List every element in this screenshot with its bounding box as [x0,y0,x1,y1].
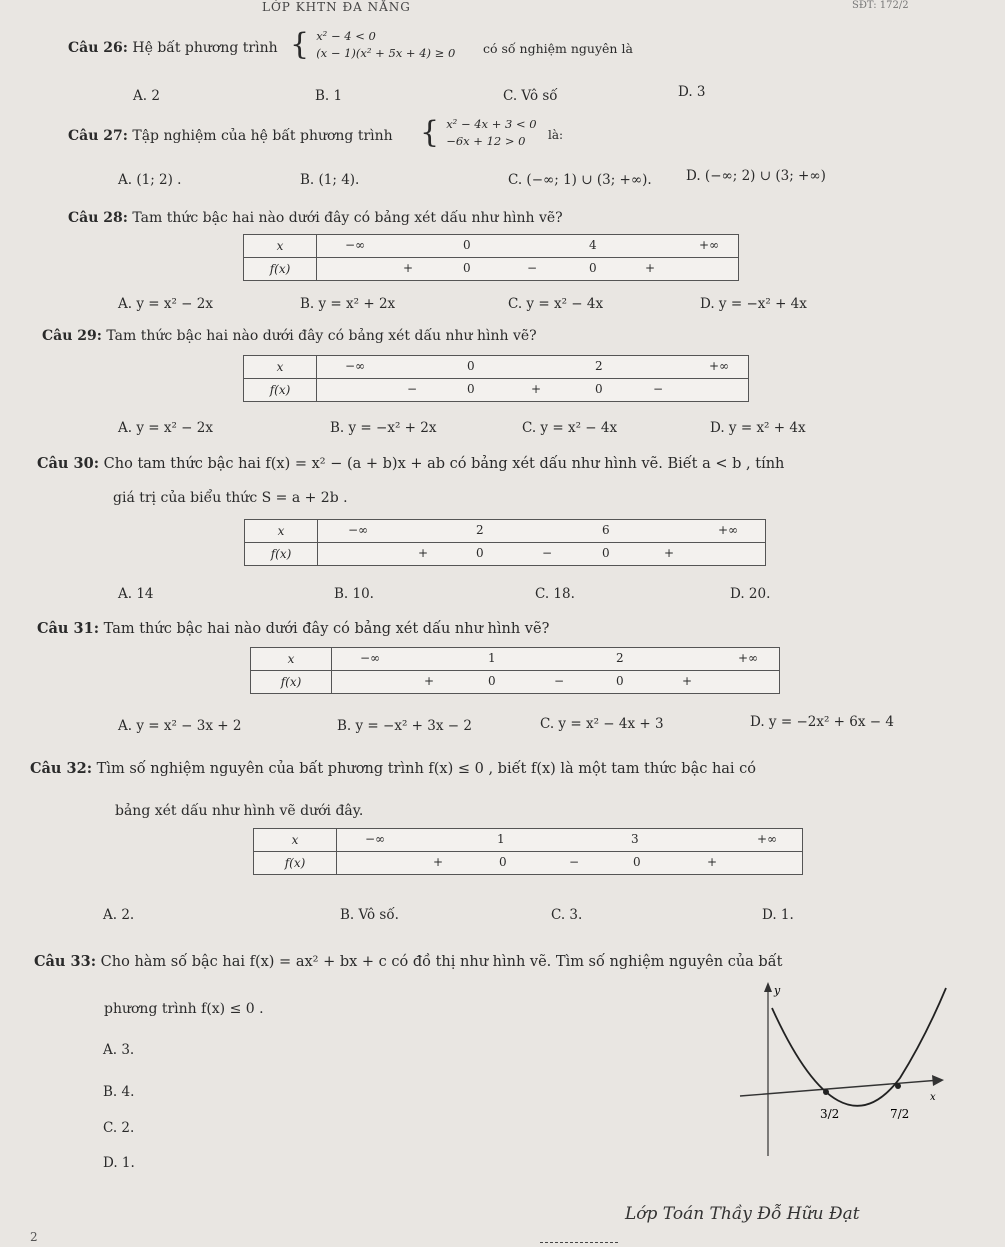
question-31 [37,620,549,637]
question-text: Tam thức bậc hai nào dưới đây có bảng xét dấu như hình vẽ? [106,328,537,344]
q28-option-c[interactable]: C. y = x² − 4x [508,296,604,312]
q31-option-c[interactable]: C. y = x² − 4x + 3 [540,716,664,732]
table-x-row [318,520,766,543]
sign-table-31 [250,647,780,694]
table-cell: 0 [488,674,496,688]
q29-option-d[interactable]: D. y = x² + 4x [710,420,806,436]
question-label: Câu 30: [37,455,100,472]
q27-option-c[interactable]: C. (−∞; 1) ∪ (3; +∞). [508,172,652,188]
question-32 [30,760,756,777]
table-cell: +∞ [709,359,730,373]
question-33-line2: phương trình f(x) ≤ 0 . [104,1001,264,1017]
q33-option-b[interactable]: B. 4. [103,1084,135,1100]
question-text: Tập nghiệm của hệ bất phương trình [132,128,393,144]
q30-option-a[interactable]: A. 14 [118,586,154,602]
table-cell: 0 [463,238,471,252]
table-cell: + [682,674,693,688]
table-f-row [317,258,739,281]
q28-option-b[interactable]: B. y = x² + 2x [300,296,396,312]
q30-option-b[interactable]: B. 10. [334,586,374,602]
table-cell: + [531,382,542,396]
root-point [895,1083,901,1089]
q27-system [420,116,537,150]
table-header-fx: f(x) [244,379,317,402]
question-text: Cho hàm số bậc hai f(x) = ax² + bx + c có đồ thị như hình vẽ. Tìm số nghiệm nguyên của bất [100,954,783,970]
sign-table-28 [243,234,739,281]
table-cell: + [664,546,675,560]
question-label: Câu 33: [34,953,97,970]
table-cell: 0 [467,382,475,396]
table-cell: 4 [589,238,597,252]
parabola-curve [772,988,946,1106]
header-title: LỚP KHTN ĐA NĂNG [262,0,411,14]
header-phone: SĐT: 172/2 [852,0,909,11]
table-cell: − [569,855,580,869]
q26-tail: có số nghiệm nguyên là [483,41,633,56]
table-cell: 0 [476,546,484,560]
q31-option-a[interactable]: A. y = x² − 3x + 2 [118,718,242,734]
table-cell: − [407,382,418,396]
table-cell: +∞ [699,238,720,252]
sign-table-32 [253,828,803,875]
question-29 [42,328,537,344]
table-cell: 1 [497,832,505,846]
table-cell: 0 [616,674,624,688]
q26-option-a[interactable]: A. 2 [133,88,160,104]
q28-option-d[interactable]: D. y = −x² + 4x [700,296,807,312]
table-f-row [317,379,749,402]
question-text: Tìm số nghiệm nguyên của bất phương trình f(x) ≤ 0 , biết f(x) là một tam thức bậc hai có [96,761,757,777]
q32-option-c[interactable]: C. 3. [551,907,583,923]
system-line-2: −6x + 12 > 0 [446,134,526,148]
table-cell: +∞ [738,651,759,665]
table-f-row [318,543,766,566]
table-cell: 0 [633,855,641,869]
table-cell: + [418,546,429,560]
footer-credit: Lớp Toán Thầy Đỗ Hữu Đạt [625,1204,860,1224]
q29-option-b[interactable]: B. y = −x² + 2x [330,420,437,436]
question-text: Tam thức bậc hai nào dưới đây có bảng xét dấu như hình vẽ? [103,621,550,637]
question-label: Câu 27: [68,128,128,144]
question-30-line2: giá trị của biểu thức S = a + 2b . [113,490,348,506]
q33-parabola-graph [720,978,950,1158]
brace-icon: { [290,27,310,62]
question-label: Câu 31: [37,620,100,637]
table-cell: + [433,855,444,869]
table-header-x: x [244,235,317,258]
table-x-row [332,648,780,671]
table-cell: +∞ [757,832,778,846]
table-cell: −∞ [360,651,381,665]
q29-option-c[interactable]: C. y = x² − 4x [522,420,618,436]
q26-option-c[interactable]: C. Vô số [503,88,558,104]
table-cell: + [403,261,414,275]
x-axis [740,1080,940,1096]
question-label: Câu 29: [42,328,102,344]
q27-option-b[interactable]: B. (1; 4). [300,172,360,188]
q26-option-b[interactable]: B. 1 [315,88,343,104]
q33-option-d[interactable]: D. 1. [103,1155,135,1171]
q29-option-a[interactable]: A. y = x² − 2x [118,420,213,436]
q27-option-d[interactable]: D. (−∞; 2) ∪ (3; +∞) [686,168,826,184]
q32-option-d[interactable]: D. 1. [762,907,794,923]
x-axis-label: x [930,1092,936,1103]
table-cell: −∞ [365,832,386,846]
question-33 [34,953,782,970]
table-cell: 2 [476,523,484,537]
question-text: Tam thức bậc hai nào dưới đây có bảng xét dấu như hình vẽ? [132,210,563,226]
question-27 [68,128,393,144]
table-cell: − [542,546,553,560]
question-label: Câu 28: [68,210,128,226]
q30-option-d[interactable]: D. 20. [730,586,771,602]
table-cell: 1 [488,651,496,665]
x-axis-arrow-icon [932,1075,944,1086]
q31-option-b[interactable]: B. y = −x² + 3x − 2 [337,718,472,734]
table-header-fx: f(x) [245,543,318,566]
table-cell: 0 [602,546,610,560]
question-26 [68,40,278,56]
table-cell: + [645,261,656,275]
sign-table-29 [243,355,749,402]
brace-icon: { [420,115,440,150]
table-cell: 0 [499,855,507,869]
sign-table-30 [244,519,766,566]
q32-option-b[interactable]: B. Vô số. [340,907,399,923]
question-text: Hệ bất phương trình [132,40,278,56]
table-header-fx: f(x) [244,258,317,281]
root-label-1: 3/2 [820,1107,840,1121]
table-f-row [337,852,803,875]
table-cell: − [527,261,538,275]
question-label: Câu 26: [68,40,128,56]
table-header-fx: f(x) [254,852,337,875]
question-label: Câu 32: [30,760,93,777]
table-cell: 2 [595,359,603,373]
question-30 [37,455,784,472]
table-cell: 0 [595,382,603,396]
table-f-row [332,671,780,694]
table-cell: −∞ [345,359,366,373]
system-line-1: x² − 4x + 3 < 0 [446,117,537,131]
q27-option-a[interactable]: A. (1; 2) . [118,172,182,188]
table-x-row [337,829,803,852]
q27-tail: là: [548,128,564,142]
table-header-fx: f(x) [251,671,332,694]
q26-system [290,28,455,62]
table-x-row [317,356,749,379]
q30-option-c[interactable]: C. 18. [535,586,575,602]
table-header-x: x [254,829,337,852]
table-cell: + [424,674,435,688]
table-cell: 0 [589,261,597,275]
q33-option-c[interactable]: C. 2. [103,1120,135,1136]
page-number: 2 [30,1230,38,1244]
q31-option-d[interactable]: D. y = −2x² + 6x − 4 [750,714,894,730]
table-x-row [317,235,739,258]
table-header-x: x [245,520,318,543]
root-label-2: 7/2 [890,1107,910,1121]
table-cell: 0 [463,261,471,275]
question-text: Cho tam thức bậc hai f(x) = x² − (a + b)x + ab có bảng xét dấu như hình vẽ. Biết a < b , tính [103,456,785,472]
table-cell: − [653,382,664,396]
q26-option-d[interactable]: D. 3 [678,84,706,100]
q33-option-a[interactable]: A. 3. [103,1042,135,1058]
y-axis-label: y [774,984,781,997]
q28-option-a[interactable]: A. y = x² − 2x [118,296,213,312]
question-28 [68,210,563,226]
table-cell: −∞ [345,238,366,252]
table-cell: 2 [616,651,624,665]
table-cell: 0 [467,359,475,373]
table-cell: 3 [631,832,639,846]
table-cell: + [707,855,718,869]
table-header-x: x [244,356,317,379]
table-cell: − [554,674,565,688]
table-header-x: x [251,648,332,671]
system-line-1: x² − 4 < 0 [316,29,376,43]
system-line-2: (x − 1)(x² + 5x + 4) ≥ 0 [316,46,456,60]
footer-divider [540,1242,618,1243]
table-cell: +∞ [718,523,739,537]
table-cell: −∞ [348,523,369,537]
root-point [823,1089,829,1095]
table-cell: 6 [602,523,610,537]
q32-option-a[interactable]: A. 2. [103,907,135,923]
y-axis-arrow-icon [764,982,772,992]
question-32-line2: bảng xét dấu như hình vẽ dưới đây. [115,803,364,819]
